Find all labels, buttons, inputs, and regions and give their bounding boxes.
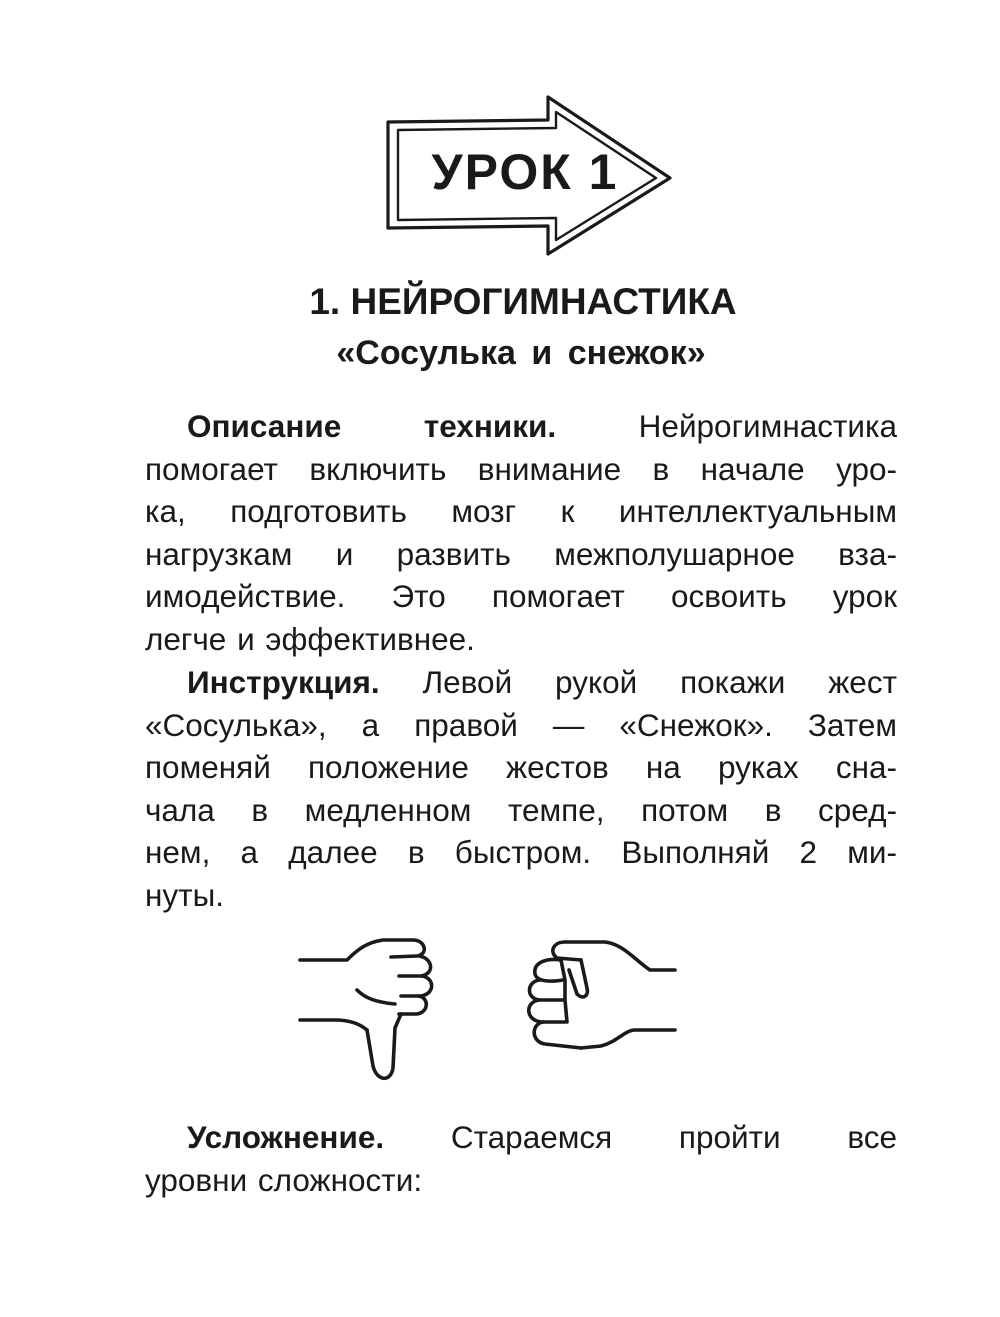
lesson-badge — [380, 92, 680, 260]
instruction-line: нуты. — [145, 876, 224, 913]
instruction-line: чала в медленном темпе, потом в сред- — [145, 791, 897, 828]
lesson-title: УРОК 1 — [431, 144, 619, 200]
thumb-down-hand-icon — [300, 940, 432, 1078]
instruction-paragraph — [145, 661, 897, 917]
complication-line: Усложнение. Стараемся пройти все — [187, 1119, 897, 1155]
description-line: легче и эффективнее. — [145, 620, 475, 657]
description-line: помогает включить внимание в начале уро- — [145, 450, 897, 487]
section-subtitle: «Сосулька и снежок» — [336, 334, 706, 372]
description-line: Описание техники. Нейрогимнастика — [187, 408, 897, 444]
description-line: имодействие. Это помогает освоить урок — [145, 578, 897, 615]
complication-paragraph — [145, 1116, 897, 1201]
description-paragraph — [145, 405, 897, 661]
section-heading: 1. НЕЙРОГИМНАСТИКА — [309, 281, 737, 322]
instruction-label: Инструкция. — [187, 664, 380, 700]
description-line: ка, подготовить мозг к интеллектуальным — [145, 493, 897, 530]
complication-line: уровни сложности: — [145, 1161, 423, 1198]
instruction-line: «Сосулька», а правой — «Снежок». Затем — [145, 706, 897, 743]
description-label: Описание техники. — [187, 408, 557, 444]
fist-hand-icon — [529, 942, 675, 1048]
gesture-illustrations — [295, 930, 685, 1090]
description-line: нагрузкам и развить межполушарное вза- — [145, 535, 897, 572]
complication-label: Усложнение. — [187, 1119, 385, 1155]
instruction-line: Инструкция. Левой рукой покажи жест — [187, 664, 897, 700]
instruction-line: нем, а далее в быстром. Выполняй 2 ми- — [145, 834, 897, 871]
instruction-line: поменяй положение жестов на руках сна- — [145, 749, 897, 786]
